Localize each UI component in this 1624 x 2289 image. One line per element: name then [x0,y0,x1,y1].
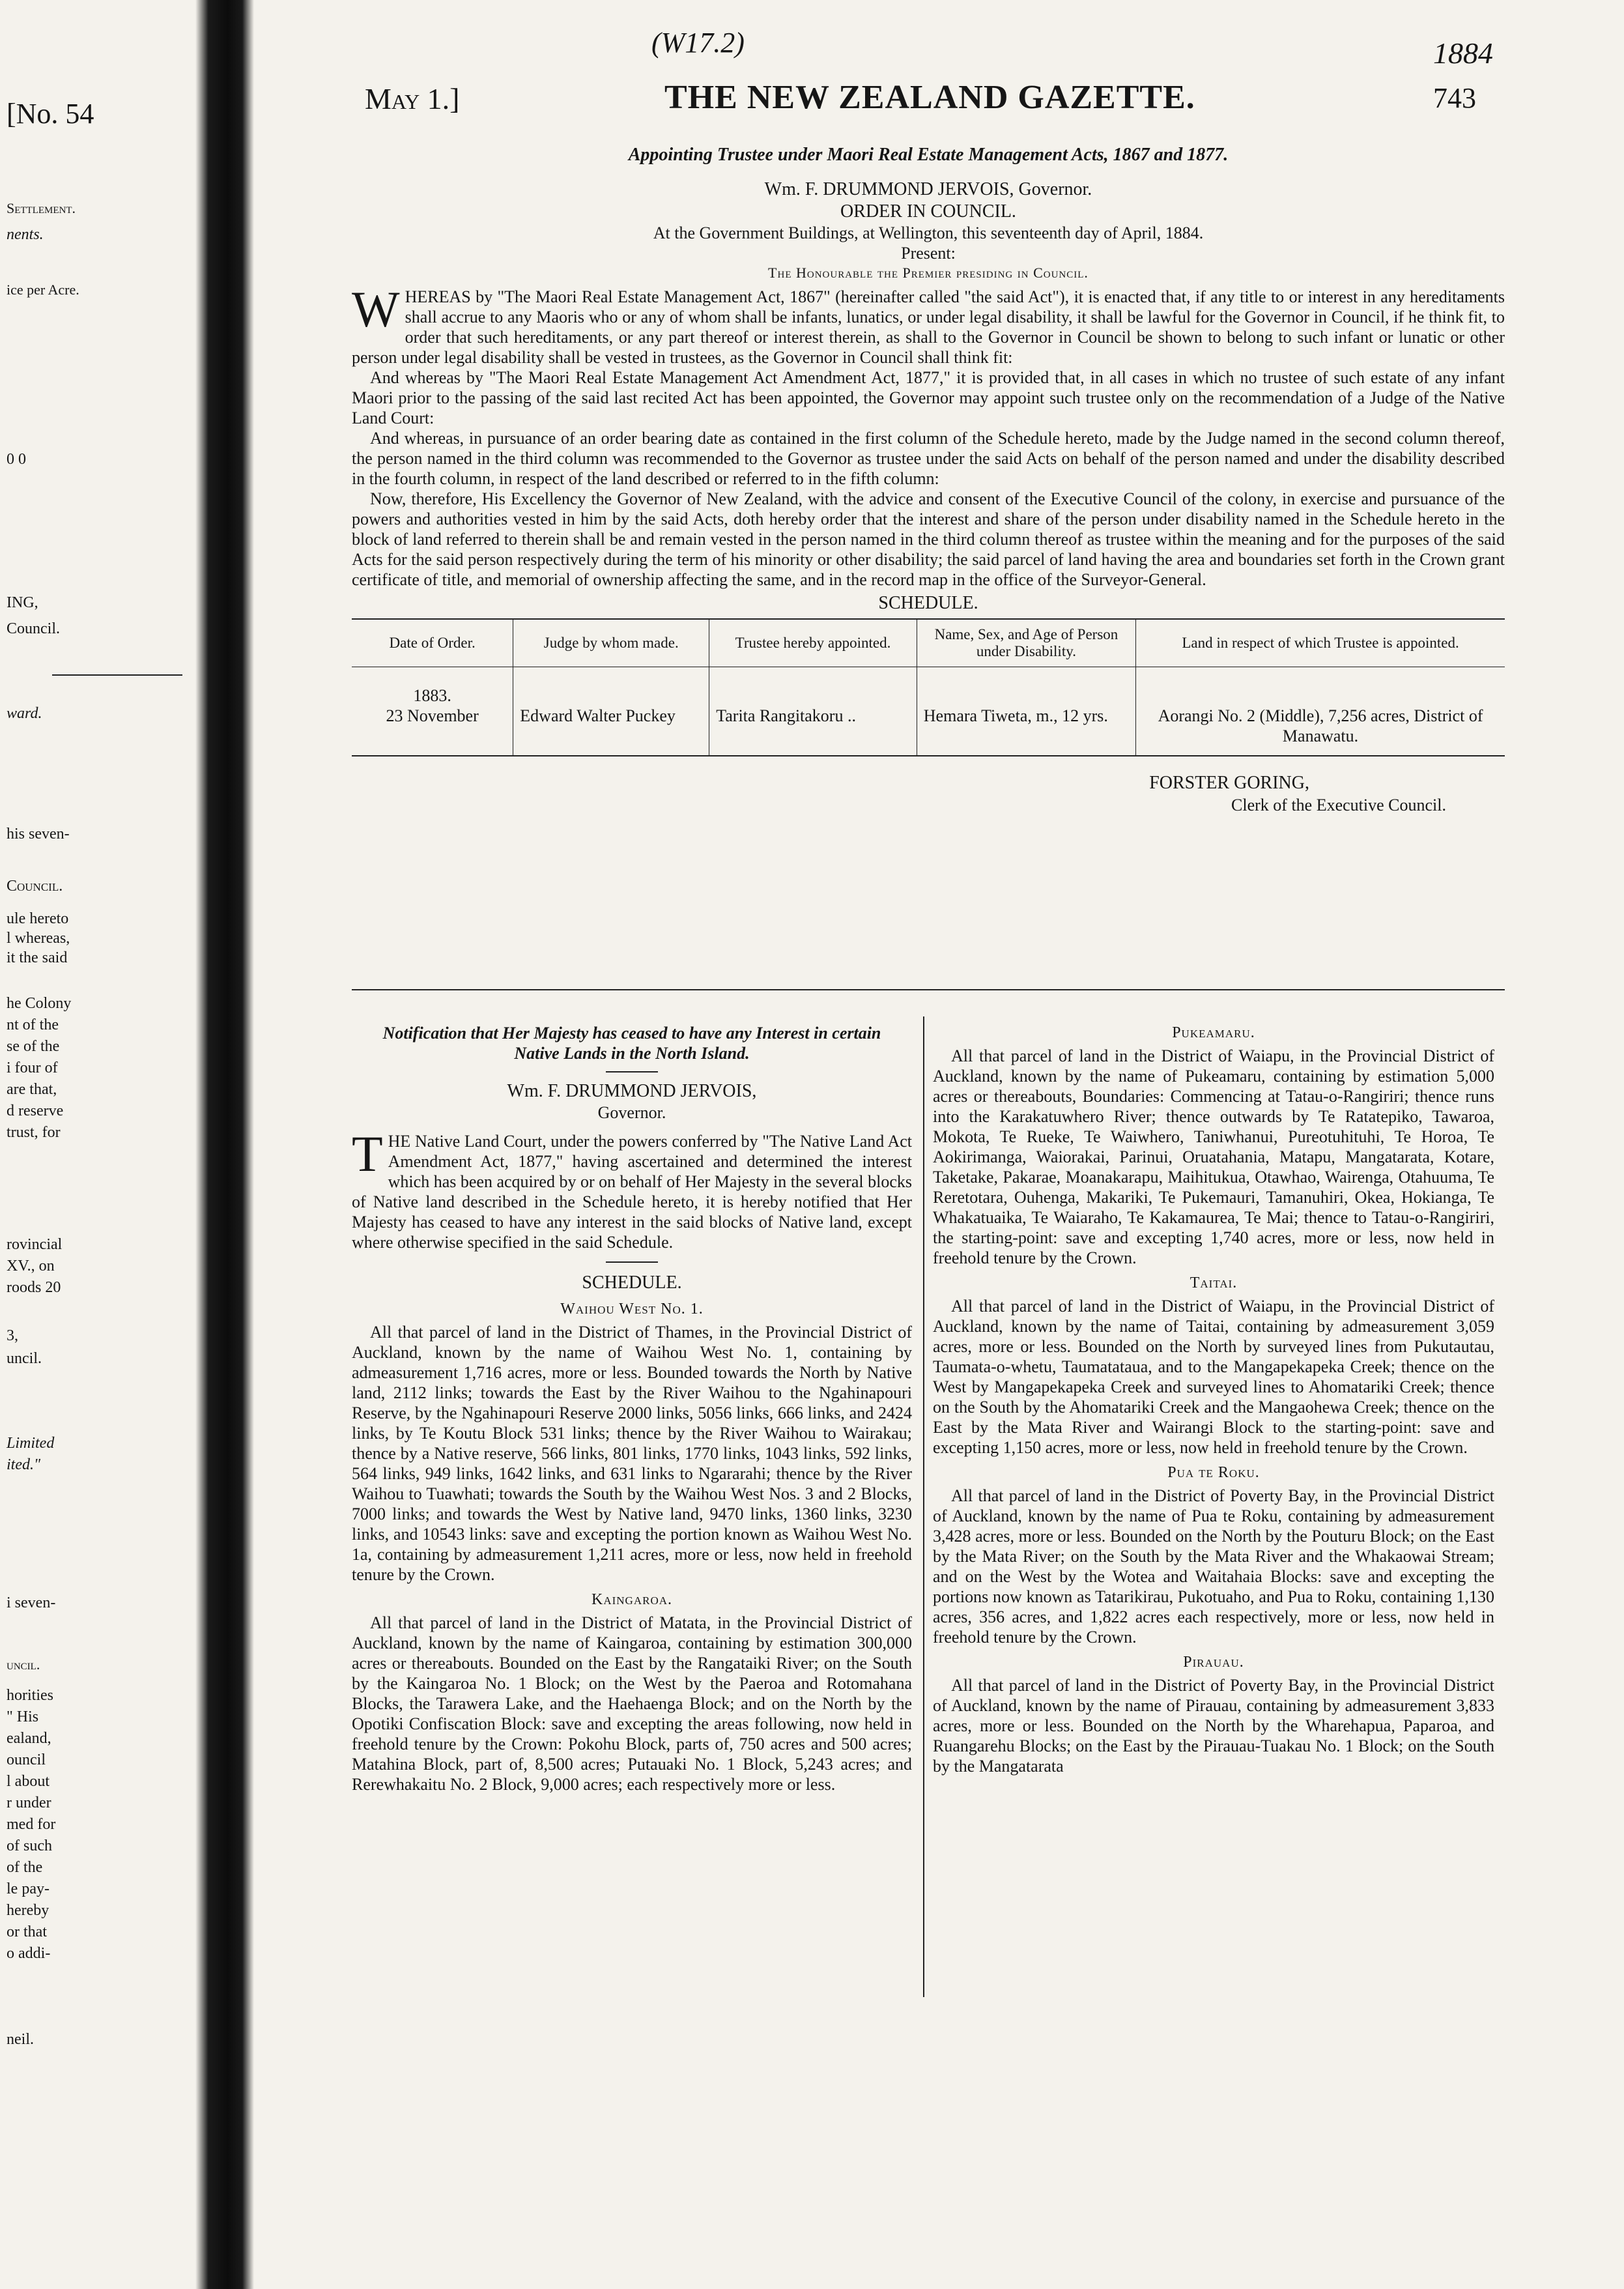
margin-fragment: ice per Acre. [7,281,79,298]
margin-fragment: ealand, [7,1730,51,1747]
binding-gutter [195,0,254,2289]
presiding-line: The Honourable the Premier presiding in Council. [768,265,1089,281]
schedule-title: SCHEDULE. [582,1273,682,1293]
margin-fragment: rovincial [7,1236,63,1253]
handwritten-year: 1884 [1433,36,1493,70]
margin-fragment: le pay- [7,1880,50,1897]
margin-fragment: i four of [7,1059,58,1076]
column-header: Land in respect of which Trustee is appointed. [1136,620,1505,667]
margin-fragment: r under [7,1794,51,1811]
margin-fragment: roods 20 [7,1279,61,1296]
margin-fragment: Settlement. [7,200,76,216]
margin-fragment: ward. [7,705,42,722]
present-label: Present: [901,244,956,263]
header-date: May 1.] [365,82,460,115]
margin-fragment: se of the [7,1038,60,1055]
order-paragraph: Now, therefore, His Excellency the Governor of New Zealand, with the advice and consent of the Executive Council of the colony, in exercise and pursuance of the powers and authorities vested in him by the said Acts, doth hereby order that the interest and share of the person under disability named in the Schedule hereto in the block of land referred to therein shall be and remain vested in the person named in the third column thereof as trustee within the meaning and for the purposes of the said Acts for the said person respectively during the term of his minority or other disability; the said parcel of land having the area and boundaries set forth in the Crown grant certificate of title, and memorial of ownership affecting the same, and in the record map in the office of the Surveyor-General. [352,489,1505,589]
margin-fragment: Council. [7,878,63,895]
page-number: 743 [1433,82,1476,114]
margin-fragment: nents. [7,226,44,243]
margin-fragment: i seven- [7,1594,56,1611]
table-cell-person: Hemara Tiweta, m., 12 yrs. [917,667,1135,756]
margin-fragment: trust, for [7,1124,61,1141]
block-description: All that parcel of land in the District of Poverty Bay, in the Provincial District of Auckland, known by the name of Pua te Roku, containing by admeasurement 3,428 acres, more or less. Bounded on the North by the Pouturu Block; on the East by the Mata River; on the South by the Mata River and the Whakaowai Stream; and on the West by the Wotea and Waitahaia Blocks: save and excepting the portions now known as Tatarikirau, Pukotuaho, and Pua to Roku, containing 1,130 acres, 356 acres, and 1,822 acres each respectively, more or less, now held in freehold tenure by the Crown. [933,1486,1494,1647]
order-in-council [352,143,1505,831]
margin-fragment: horities [7,1687,53,1704]
margin-fragment: 3, [7,1327,18,1344]
margin-fragment: " His [7,1708,39,1725]
margin-fragment: 0 0 [7,451,26,468]
column-header: Date of Order. [352,620,513,667]
margin-fragment: o addi- [7,1945,51,1962]
order-year: 1883. [413,686,451,705]
margin-fragment: his seven- [7,826,70,842]
notification-intro [352,1125,912,1252]
column-header: Trustee hereby appointed. [709,620,917,667]
order-paragraph: And whereas, in pursuance of an order bearing date as contained in the first column of the Schedule hereto, made by the Judge named in the second column thereof, the person named in the third column was recommended to the Governor as trustee under the said Acts on behalf of the person named and under the disability described in the fourth column, in respect of the land described or referred to in the fifth column: [352,429,1505,488]
block-description: All that parcel of land in the District of Waiapu, in the Provincial District of Auckland, known by the name of Taitai, containing by admeasurement 3,059 acres, more or less. Bounded on the North by surveyed lines from Pukutautau, Taumata-o-whetu, Taumatataua, and to the Mangapekapeka Creek; thence on the West by Mangapekapeka Creek and surveyed lines to Ahomatariki Creek; thence on the South by the Ahomatariki Creek and the Mangaohewa Creek; thence on the East by the Mata River and Wairangi Block to the starting-point: save and excepting 1,150 acres, more or less, now held in freehold tenure by the Crown. [933,1297,1494,1457]
margin-fragment: hereby [7,1902,50,1919]
margin-fragment: l whereas, [7,930,70,947]
block-description: All that parcel of land in the District of Poverty Bay, in the Provincial District of Auckland, known by the name of Pirauau, containing by admeasurement 3,833 acres, more or less. Bounded on the North by the Wharehapua, Paparoa, and Ruangarehu Blocks; on the East by the Pirauau-Tuakau No. 1 Block; on the South by the Mangatarata [933,1676,1494,1776]
margin-fragment: ule hereto [7,910,69,927]
margin-fragment: ING, [7,594,38,611]
block-name: Pukeamaru. [1172,1024,1255,1041]
section-divider [352,989,1505,990]
block-name: Pirauau. [1183,1654,1244,1671]
block-description: All that parcel of land in the District of Waiapu, in the Provincial District of Auckland, known by the name of Pukeamaru, containing by estimation 5,000 acres or thereabouts, Boundaries: Commencing at Tatau-o-Rangiriri; thence runs into the Karakatuwhero River; thence outwards by Te Ratatepiko, Tawaroa, Mokota, Te Rueke, Te Waiwhero, Taniwhanui, Pureotuhituhi, Te Horoa, Te Aokirimanga, Waiorakai, Parinui, Oruatahania, Matapu, Mangatarata, Kotare, Taketake, Pakarae, Moanakarapu, Maihitukua, Otawhao, Wairenga, Otahuuma, Te Reretotara, Ouhenga, Makariki, Te Pukemauri, Tamanuhiri, Okea, Hokianga, Te Whakatuaika, Te Waiaraho, Te Kakamaurea, Te Mai; thence to Tatau-o-Rangiriri, the starting-point: save and excepting 1,740 acres, more or less, now held in freehold tenure by the Crown. [933,1046,1494,1267]
order-place: At the Government Buildings, at Wellington, this seventeenth day of April, 1884. [653,223,1204,242]
table-cell-judge: Edward Walter Puckey [513,667,709,756]
order-heading: Appointing Trustee under Maori Real Estate Management Acts, 1867 and 1877. [628,145,1229,165]
margin-fragment: d reserve [7,1102,64,1119]
margin-fragment: XV., on [7,1258,55,1274]
block-name: Kaingaroa. [591,1591,672,1608]
gazette-title: THE NEW ZEALAND GAZETTE. [664,79,1195,116]
order-body [352,281,1505,590]
right-column [933,1023,1494,1776]
margin-fragment: of such [7,1837,52,1854]
schedule-table [352,620,1505,755]
governor-line: Wm. F. DRUMMOND JERVOIS, Governor. [764,179,1092,199]
left-column [352,1023,912,1794]
margin-fragments [0,0,189,2289]
table-header-row [352,620,1505,667]
handwritten-reference: (W17.2) [651,27,745,59]
margin-fragment: [No. 54 [7,98,94,130]
margin-fragment: Council. [7,620,60,637]
table-cell-date [352,667,513,756]
column-divider [923,1016,924,1997]
short-rule [606,1071,658,1073]
margin-fragment: of the [7,1859,43,1876]
margin-fragment: ouncil [7,1751,46,1768]
signatory-name: FORSTER GORING, [1149,773,1309,793]
notification-governor: Wm. F. DRUMMOND JERVOIS, [507,1081,757,1101]
column-header: Judge by whom made. [513,620,709,667]
margin-fragment: ited." [7,1456,41,1473]
margin-fragment: Limited [7,1435,55,1452]
margin-fragment: neil. [7,2031,34,2048]
block-description: All that parcel of land in the District of Thames, in the Provincial District of Auckland, known by the name of Waihou West No. 1, containing by admeasurement 1,716 acres, more or less. Bounded towards the North by Native land, 2112 links; towards the East by the River Waihou to the Ngahinapouri Reserve, by the Ngahinapouri Reserve 2000 links, 5056 links, 666 links, and 2424 links, by Te Koutu Block 531 links; thence by the River Waihou to Wairakau; thence by a Native reserve, 566 links, 801 links, 1770 links, 1043 links, 592 links, 564 links, 949 links, 1642 links, and 631 links to Ngararahi; thence by the River Waihou to Tuawhati; towards the South by the Waihou West Nos. 3 and 2 Blocks, 7000 links; and towards the West by Native land, 9470 links, 1360 links, 3230 links, and 10543 links: save and excepting the portion known as Waihou West No. 1a, containing by admeasurement 1,211 acres, more or less, now held in freehold tenure by the Crown. [352,1323,912,1584]
block-name: Pua te Roku. [1167,1464,1260,1481]
margin-fragment: or that [7,1923,47,1940]
column-header: Name, Sex, and Age of Person under Disability. [917,620,1135,667]
order-title: ORDER IN COUNCIL. [840,201,1016,222]
margin-fragment: it the said [7,949,68,966]
margin-fragment: he Colony [7,995,72,1012]
table-cell-trustee: Tarita Rangitakoru .. [709,667,917,756]
table-cell-land: Aorangi No. 2 (Middle), 7,256 acres, District of Manawatu. [1158,706,1483,745]
block-name: Taitai. [1190,1274,1238,1291]
signatory-title: Clerk of the Executive Council. [1231,796,1446,814]
block-name: Waihou West No. 1. [560,1301,704,1317]
notification-governor-title: Governor. [597,1103,666,1122]
schedule-table-frame [352,618,1505,756]
schedule-title: SCHEDULE. [878,593,978,613]
order-date: 23 November [386,706,479,725]
margin-fragment: uncil. [7,1656,40,1673]
order-paragraph: HEREAS by "The Maori Real Estate Management Act, 1867" (hereinafter called "the said Act"), it is enacted that, if any title to or interest in any hereditaments shall accrue to any Maoris who or any of whom shall be infants, lunatics, or under legal disability, it shall be lawful for the Governor in Council, if he think fit, to order that such hereditaments, or any part thereof or interest therein, as shall to the Governor in Council be shown to belong to such infant or lunatic or other person under legal disability shall be vested in trustees, as the Governor in Council shall think fit: [352,287,1505,367]
margin-rule [52,674,182,676]
margin-fragment: nt of the [7,1016,59,1033]
margin-fragment: l about [7,1773,50,1790]
notification-text: HE Native Land Court, under the powers conferred by "The Native Land Act Amendment Act, 1877," having ascertained and determined the interest which has been acquired by or on behalf of Her Majesty in the several blocks of Native land described in the Schedule hereto, it is hereby notified that Her Majesty has ceased to have any interest in the said blocks of Native land, except where otherwise specified in the said Schedule. [352,1132,912,1252]
short-rule [606,1261,658,1263]
signature-block [352,772,1505,831]
block-description: All that parcel of land in the District of Matata, in the Provincial District of Auckland, known by the name of Kaingaroa, containing by estimation 300,000 acres or thereabouts. Bounded on the East by the Rangataiki River; on the South by the Kaingaroa No. 1 Block; on the West by the Paeroa and Rotomahana Blocks, the Tarawera Lake, and the Haehaenga Block; and on the North by the Opotiki Confiscation Block: save and excepting the areas following, now held in freehold tenure by the Crown: Pokohu Block, parts of, 750 acres and 500 acres; Matahina Block, part of, 8,500 acres; Putauaki No. 1 Block, 5,243 acres; and Rerewhakaitu No. 2 Block, 9,000 acres; each respectively more or less. [352,1613,912,1794]
order-paragraph: And whereas by "The Maori Real Estate Management Act Amendment Act, 1877," it is provided that, in all cases in which no trustee of such estate of any infant Maori prior to the passing of the said last recited Act has been appointed, the Governor may appoint such trustee only on the recommendation of a Judge of the Native Land Court: [352,368,1505,427]
margin-fragment: med for [7,1816,56,1833]
drop-cap: T [352,1125,383,1182]
table-row [352,667,1505,756]
notification-heading: Notification that Her Majesty has ceased to have any Interest in certain Native Lands in the North Island. [382,1024,881,1063]
margin-fragment: are that, [7,1081,57,1098]
margin-fragment: uncil. [7,1350,42,1367]
drop-cap: W [352,281,400,338]
